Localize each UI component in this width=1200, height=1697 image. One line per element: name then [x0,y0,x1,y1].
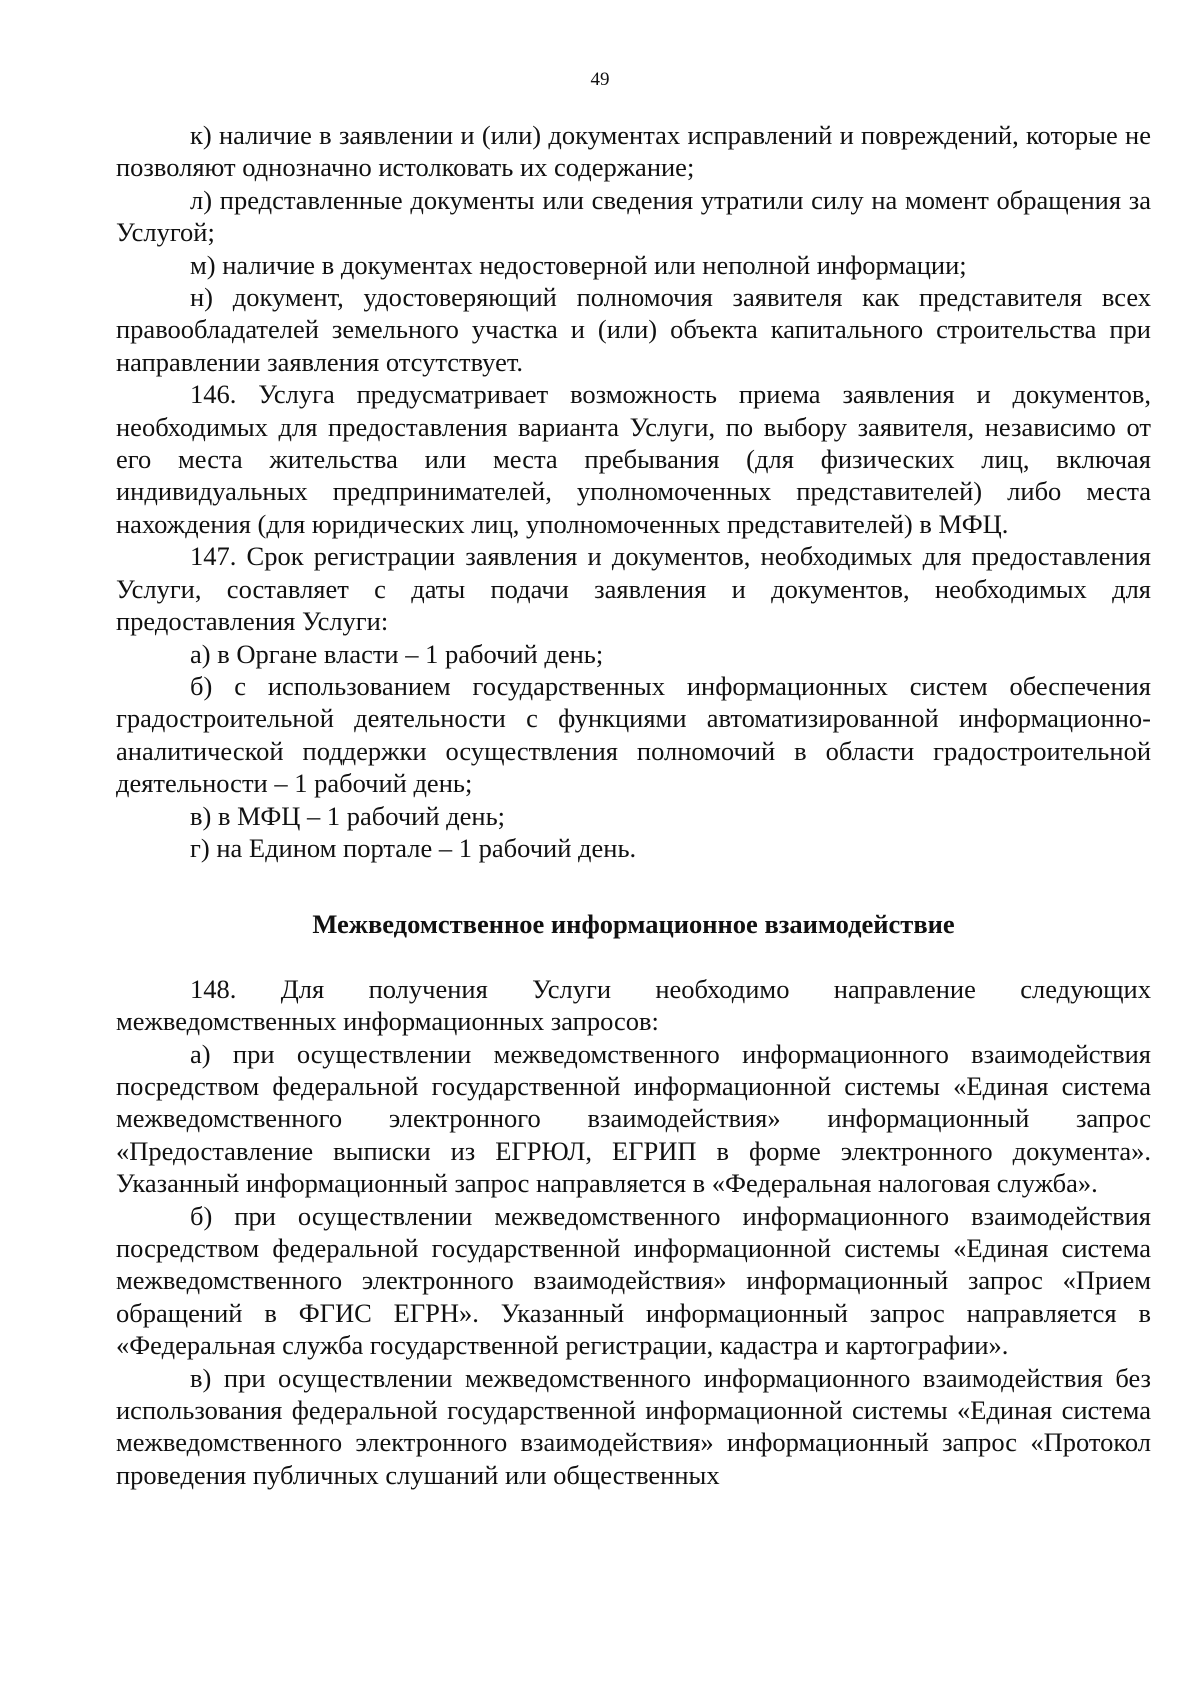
paragraph-147-b: б) с использованием государственных информационных систем обеспечения градостроительной деятельности с функциями автоматизированной информационно-аналитической поддержки осуществления полномочий в области градостроительной деятельности – 1 рабочий день; [116,670,1151,799]
section-title: Межведомственное информационное взаимодействие [312,909,955,940]
paragraph-148-a: а) при осуществлении межведомственного информационного взаимодействия посредством федеральной государственной информационной системы «Единая система межведомственного электронного взаимодействия» информационный запрос «Предоставление выписки из ЕГРЮЛ, ЕГРИП в форме электронного документа». Указанный информационный запрос направляется в «Федеральная налоговая служба». [116,1038,1151,1199]
paragraph-m: м) наличие в документах недостоверной или неполной информации; [190,249,967,280]
paragraph-147-g: г) на Едином портале – 1 рабочий день. [190,832,637,863]
document-body [116,119,1151,1491]
paragraph-l: л) представленные документы или сведения утратили силу на момент обращения за Услугой; [116,184,1151,248]
paragraph-148: 148. Для получения Услуги необходимо направление следующих межведомственных информационных запросов: [116,973,1151,1037]
paragraph-148-b: б) при осуществлении межведомственного информационного взаимодействия посредством федеральной государственной информационной системы «Единая система межведомственного электронного взаимодействия» информационный запрос «Прием обращений в ФГИС ЕГРН». Указанный информационный запрос направляется в «Федеральная служба государственной регистрации, кадастра и картографии». [116,1200,1151,1361]
page-number: 49 [590,69,610,90]
paragraph-147-v: в) в МФЦ – 1 рабочий день; [190,800,506,831]
paragraph-146: 146. Услуга предусматривает возможность приема заявления и документов, необходимых для предоставления варианта Услуги, по выбору заявителя, независимо от его места жительства или места пребывания (для физических лиц, включая индивидуальных предпринимателей, уполномоченных представителей) либо места нахождения (для юридических лиц, уполномоченных представителей) в МФЦ. [116,379,1151,539]
paragraph-n: н) документ, удостоверяющий полномочия заявителя как представителя всех правообладателей земельного участка и (или) объекта капитального строительства при направлении заявления отсутствует. [116,282,1151,377]
paragraph-k: к) наличие в заявлении и (или) документах исправлений и повреждений, которые не позволяют однозначно истолковать их содержание; [116,120,1151,183]
paragraph-147: 147. Срок регистрации заявления и документов, необходимых для предоставления Услуги, составляет с даты подачи заявления и документов, необходимых для предоставления Услуги: [116,541,1151,637]
paragraph-148-v: в) при осуществлении межведомственного информационного взаимодействия без использования федеральной государственной информационной системы «Единая система межведомственного электронного взаимодействия» информационный запрос «Протокол проведения публичных слушаний или общественных [116,1362,1151,1490]
paragraph-147-a: а) в Органе власти – 1 рабочий день; [190,638,604,669]
